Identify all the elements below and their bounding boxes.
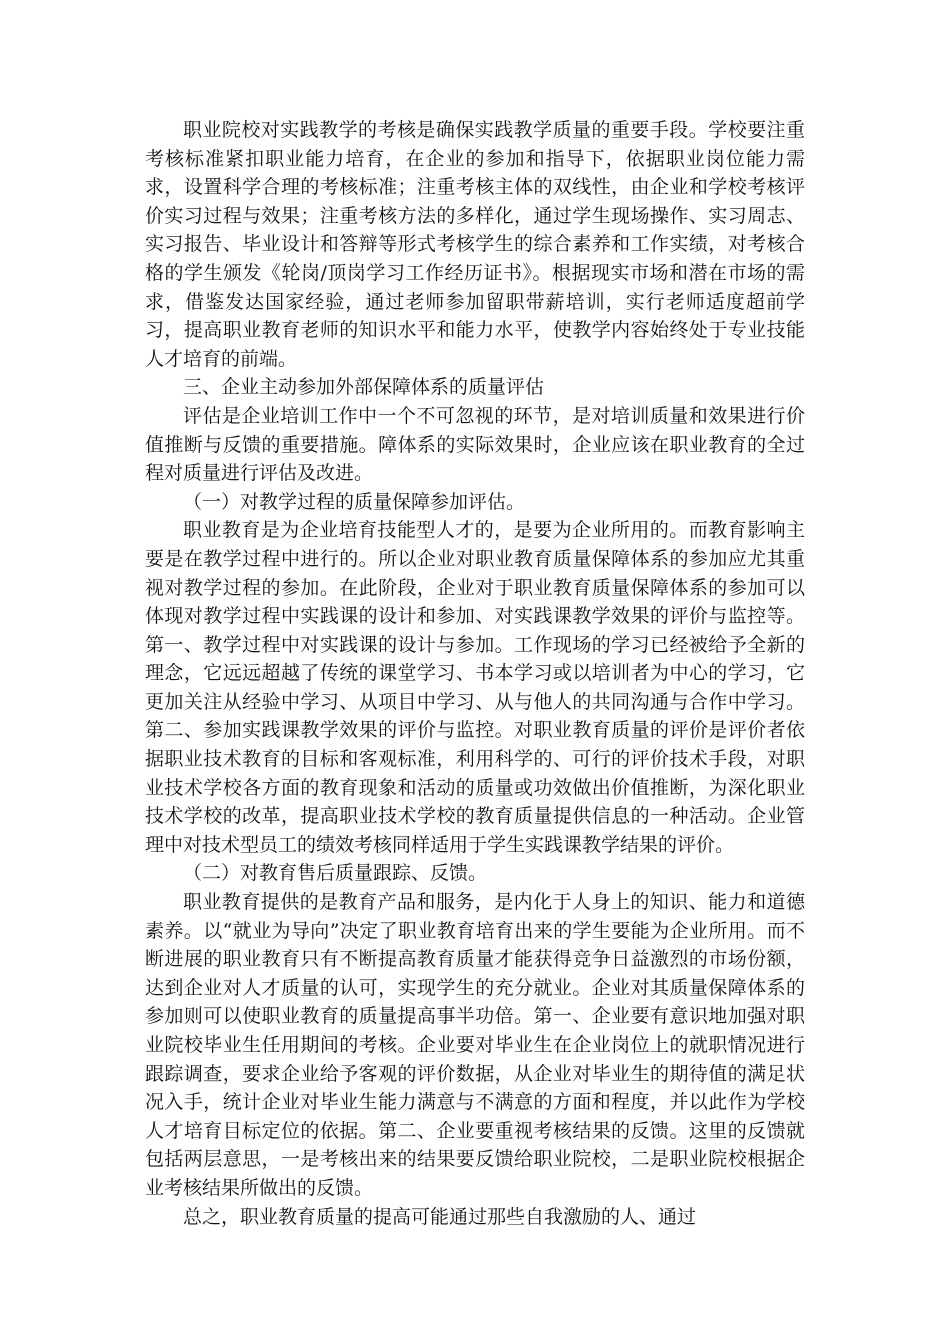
subheading-teaching-process: （一）对教学过程的质量保障参加评估。 (183, 490, 526, 513)
paragraph-teaching-process: 职业教育是为企业培育技能型人才的，是要为企业所用的。而教育影响主要是在教学过程中进行的。所以企业对职业教育质量保障体系的参加应尤其重视对教学过程的参加。在此阶段，企业对于职业教育质量保障体系的参加可以体现对教学过程中实践课的设计和参加、对实践课教学效果的评价与监控等。第一、教学过程中对实践课的设计与参加。工作现场的学习已经被给予全新的理念，它远远超越了传统的课堂学习、书本学习或以培训者为中心的学习，它更加关注从经验中学习、从项目中学习、从与他人的共同沟通与合作中学习。第二、参加实践课教学效果的评价与监控。对职业教育质量的评价是评价者依据职业技术教育的目标和客观标准，利用科学的、可行的评价技术手段，对职业技术学校各方面的教育现象和活动的质量或功效做出价值推断，为深化职业技术学校的改革，提高职业技术学校的教育质量提供信息的一种活动。企业管理中对技术型员工的绩效考核同样适用于学生实践课教学结果的评价。 (145, 519, 805, 856)
document-body (145, 116, 805, 1231)
paragraph-conclusion: 总之，职业教育质量的提高可能通过那些自我激励的人、通过 (183, 1205, 697, 1228)
paragraph-evaluation-intro: 评估是企业培训工作中一个不可忽视的环节，是对培训质量和效果进行价值推断与反馈的重要措施。障体系的实际效果时，企业应该在职业教育的全过程对质量进行评估及改进。 (145, 404, 805, 485)
subheading-after-sales-tracking: （二）对教育售后质量跟踪、反馈。 (183, 862, 488, 885)
paragraph-practice-assessment: 职业院校对实践教学的考核是确保实践教学质量的重要手段。学校要注重考核标准紧扣职业能力培育，在企业的参加和指导下，依据职业岗位能力需求，设置科学合理的考核标准；注重考核主体的双线性，由企业和学校考核评价实习过程与效果；注重考核方法的多样化，通过学生现场操作、实习周志、实习报告、毕业设计和答辩等形式考核学生的综合素养和工作实绩，对考核合格的学生颁发《轮岗/顶岗学习工作经历证书》。根据现实市场和潜在市场的需求，借鉴发达国家经验，通过老师参加留职带薪培训，实行老师适度超前学习，提高职业教育老师的知识水平和能力水平，使教学内容始终处于专业技能人才培育的前端。 (145, 119, 805, 370)
paragraph-after-sales-tracking: 职业教育提供的是教育产品和服务，是内化于人身上的知识、能力和道德素养。以“就业为导向”决定了职业教育培育出来的学生要能为企业所用。而不断进展的职业教育只有不断提高教育质量才能获得竞争日益激烈的市场份额，达到企业对人才质量的认可，实现学生的充分就业。企业对其质量保障体系的参加则可以使职业教育的质量提高事半功倍。第一、企业要有意识地加强对职业院校毕业生任用期间的考核。企业要对毕业生在企业岗位上的就职情况进行跟踪调查，要求企业给予客观的评价数据，从企业对毕业生的期待值的满足状况入手，统计企业对毕业生能力满意与不满意的方面和程度，并以此作为学校人才培育目标定位的依据。第二、企业要重视考核结果的反馈。这里的反馈就包括两层意思，一是考核出来的结果要反馈给职业院校，二是职业院校根据企业考核结果所做出的反馈。 (145, 891, 805, 1199)
section-heading-external-evaluation: 三、企业主动参加外部保障体系的质量评估 (183, 376, 545, 399)
